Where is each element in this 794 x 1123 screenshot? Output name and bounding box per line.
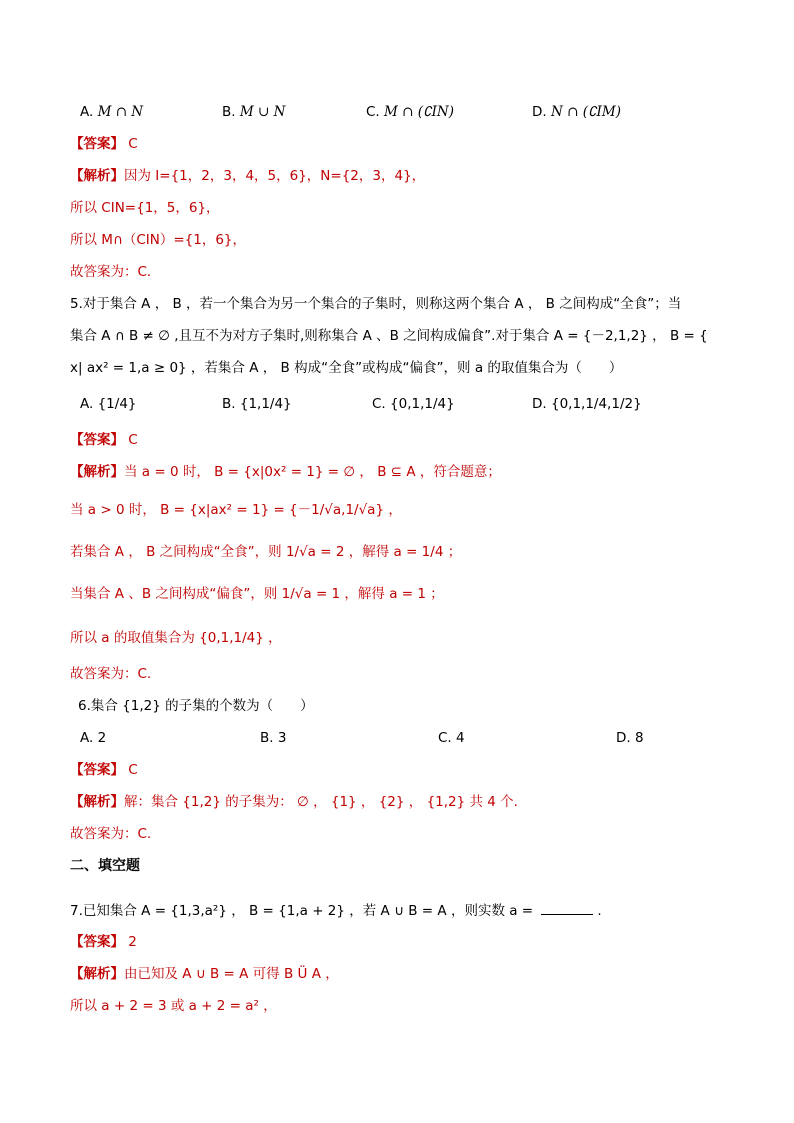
q6-analysis-line: 故答案为：C. <box>70 826 152 842</box>
q4-analysis-line: 故答案为：C． <box>70 264 161 280</box>
q7-answer: 【答案】 2 <box>70 934 137 950</box>
q4-option-c: C. M ∩ (∁IN) <box>366 104 455 120</box>
q5-analysis-line: 故答案为：C. <box>70 666 152 682</box>
q5-stem-line: x| ax² = 1,a ≥ 0} ，若集合 A ， B 构成“全食”或构成“偏食”，则 a 的取值集合为（ ） <box>70 360 623 376</box>
q7-blank <box>541 900 593 915</box>
q4-analysis-line: 【解析】因为 I={1，2，3，4，5，6}，N={2，3，4}， <box>70 168 426 184</box>
q5-answer: 【答案】 C <box>70 432 138 448</box>
q6-stem: 6.集合 {1,2} 的子集的个数为（ ） <box>78 698 314 714</box>
q6-option-d: D. 8 <box>616 730 644 746</box>
q5-analysis-line: 若集合 A ， B 之间构成“全食”，则 1/√a = 2 ，解得 a = 1/4 ； <box>70 544 462 560</box>
q5-option-b: B. {1,1/4} <box>222 396 292 412</box>
q7-stem: 7.已知集合 A = {1,3,a²} ， B = {1,a + 2} ，若 A ∪ B = A ，则实数 a = . <box>70 900 602 921</box>
q5-option-d: D. {0,1,1/4,1/2} <box>532 396 642 412</box>
q5-analysis-line: 【解析】当 a = 0 时， B = {x|0x² = 1} = ∅ ， B ⊆ A ，符合题意； <box>70 464 501 480</box>
q4-option-a: A. M ∩ N <box>80 104 144 120</box>
q7-analysis-line: 【解析】由已知及 A ∪ B = A 可得 B Ü A ， <box>70 966 339 982</box>
q4-analysis-line: 所以 CIN={1，5，6}， <box>70 200 220 216</box>
q5-stem-line: 集合 A ∩ B ≠ ∅ ,且互不为对方子集时,则称集合 A 、B 之间构成偏食”.对于集合 A = {－2,1,2} ， B = { <box>70 328 708 344</box>
q5-analysis-line: 当集合 A 、B 之间构成“偏食”，则 1/√a = 1 ，解得 a = 1 ； <box>70 586 444 602</box>
q4-option-b: B. M ∪ N <box>222 104 286 120</box>
q7-analysis-line: 所以 a + 2 = 3 或 a + 2 = a² ， <box>70 998 277 1014</box>
q4-analysis-line: 所以 M∩（CIN）={1，6}， <box>70 232 246 248</box>
q5-analysis-line: 当 a > 0 时， B = {x|ax² = 1} = {－1/√a,1/√a} ， <box>70 502 402 518</box>
q4-option-d: D. N ∩ (∁IM) <box>532 104 621 120</box>
q6-answer: 【答案】 C <box>70 762 138 778</box>
q5-option-a: A. {1/4} <box>80 396 137 412</box>
q6-option-a: A. 2 <box>80 730 107 746</box>
q4-answer: 【答案】 C <box>70 136 138 152</box>
q6-analysis-line: 【解析】解：集合 {1,2} 的子集为： ∅ ， {1} ， {2} ， {1,2} 共 4 个. <box>70 794 518 810</box>
q5-stem-line: 5.对于集合 A ， B ，若一个集合为另一个集合的子集时，则称这两个集合 A ， B 之间构成“全食”；当 <box>70 296 682 312</box>
q6-option-c: C. 4 <box>438 730 465 746</box>
q5-analysis-line: 所以 a 的取值集合为 {0,1,1/4} ， <box>70 630 282 646</box>
q5-option-c: C. {0,1,1/4} <box>372 396 455 412</box>
section-title: 二、填空题 <box>70 858 140 874</box>
q6-option-b: B. 3 <box>260 730 287 746</box>
